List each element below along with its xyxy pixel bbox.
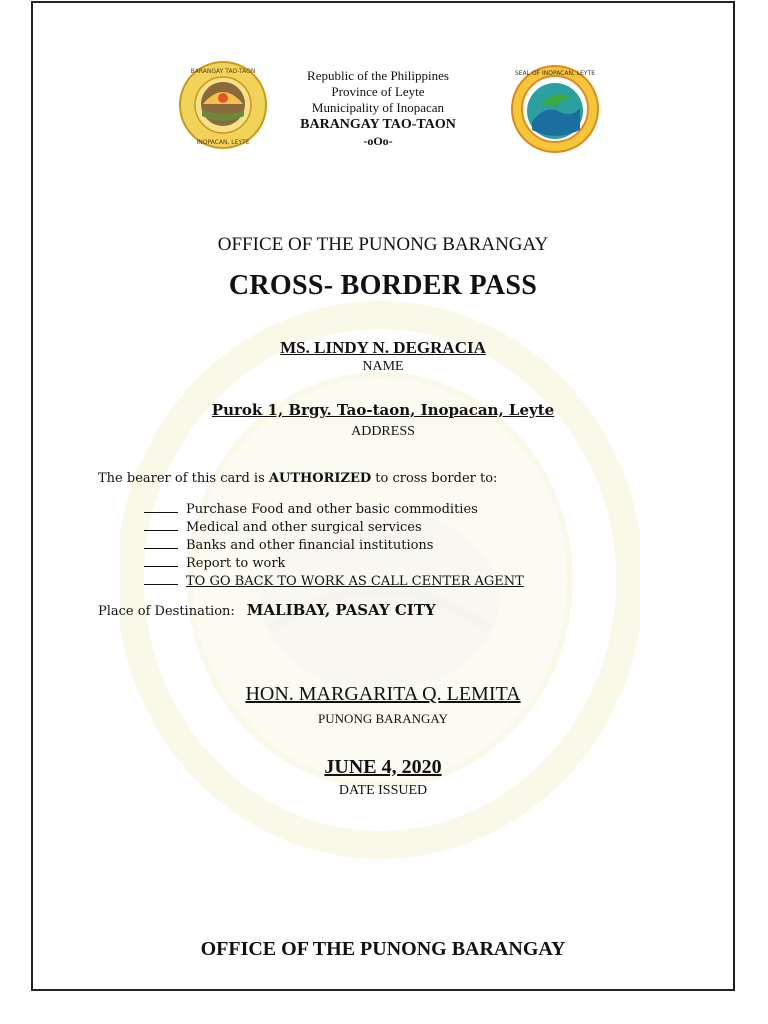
purpose-label: Report to work [186, 556, 286, 571]
document-title: CROSS- BORDER PASS [228, 270, 538, 301]
list-item [144, 518, 524, 536]
header-country: Republic of the Philippines [307, 68, 449, 83]
header-province: Province of Leyte [331, 84, 425, 99]
authorization-suffix: to cross border to: [371, 471, 498, 486]
destination-row [98, 601, 436, 619]
destination-label: Place of Destination: [98, 604, 235, 619]
purpose-label: TO GO BACK TO WORK AS CALL CENTER AGENT [186, 574, 524, 589]
left-seal-bottom-text: INOPACAN, LEYTE [196, 139, 250, 146]
signatory-name: HON. MARGARITA Q. LEMITA [245, 683, 521, 705]
purpose-list [144, 500, 524, 590]
office-footer: OFFICE OF THE PUNONG BARANGAY [200, 938, 566, 960]
header-ornament: -oOo- [363, 134, 393, 148]
signatory-role: PUNONG BARANGAY [318, 711, 448, 726]
purpose-label: Purchase Food and other basic commodities [186, 502, 478, 517]
blank-line [144, 518, 178, 531]
list-item [144, 536, 524, 554]
purpose-label: Banks and other financial institutions [186, 538, 434, 553]
issue-date-label: DATE ISSUED [338, 783, 428, 798]
authorization-statement [98, 471, 497, 486]
authorization-emphasis: AUTHORIZED [268, 471, 372, 486]
bearer-name: MS. LINDY N. DEGRACIA [280, 338, 486, 357]
blank-line [144, 500, 178, 513]
blank-line [144, 572, 178, 585]
blank-line [144, 536, 178, 549]
list-item [144, 500, 524, 518]
list-item [144, 554, 524, 572]
header-barangay: BARANGAY TAO-TAON [300, 117, 456, 132]
blank-line [144, 554, 178, 567]
left-seal-top-text: BARANGAY TAO-TAON [190, 68, 256, 75]
bearer-name-label: NAME [362, 359, 404, 374]
purpose-label: Medical and other surgical services [186, 520, 422, 535]
bearer-address: Purok 1, Brgy. Tao-taon, Inopacan, Leyte [211, 401, 555, 419]
list-item [144, 572, 524, 590]
authorization-prefix: The bearer of this card is [98, 471, 269, 486]
bearer-address-label: ADDRESS [351, 424, 415, 439]
office-heading: OFFICE OF THE PUNONG BARANGAY [217, 234, 549, 255]
issue-date: JUNE 4, 2020 [324, 756, 442, 778]
header-municipality: Municipality of Inopacan [311, 100, 445, 115]
right-seal-text: SEAL OF INOPACAN, LEYTE [514, 70, 596, 77]
destination-value: MALIBAY, PASAY CITY [246, 601, 436, 619]
municipal-seal-logo [510, 64, 600, 154]
